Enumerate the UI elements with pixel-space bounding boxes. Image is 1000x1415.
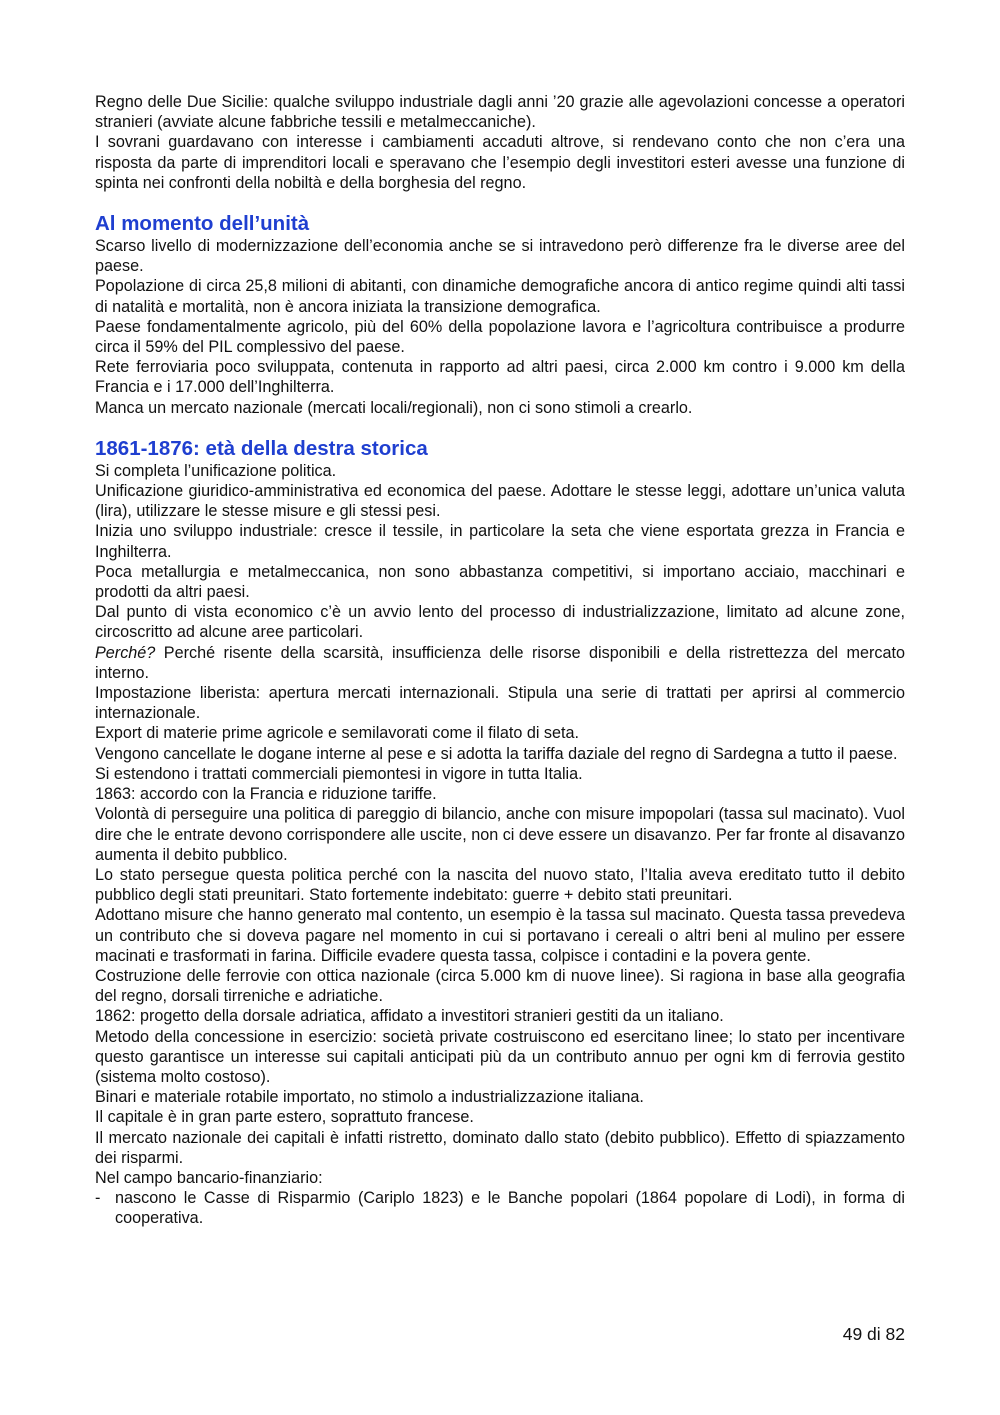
paragraph: Inizia uno sviluppo industriale: cresce il tessile, in particolare la seta che viene esportata grezza in Francia e Inghilterra. bbox=[95, 522, 905, 561]
paragraph: Paese fondamentalmente agricolo, più del 60% della popolazione lavora e l’agricoltura contribuisce a produrre circa il 59% del PIL complessivo del paese. bbox=[95, 317, 905, 357]
paragraph: Poca metallurgia e metalmeccanica, non sono abbastanza competitivi, si importano acciaio, macchinari e prodotti da altri paesi. bbox=[95, 562, 905, 602]
paragraph-perche bbox=[95, 643, 905, 683]
section-destra-storica-body bbox=[95, 461, 905, 1229]
paragraph: Scarso livello di modernizzazione dell’economia anche se si intravedono però differenze fra le diverse aree del paese. bbox=[95, 237, 905, 276]
section-heading-destra-storica: 1861-1876: età della destra storica bbox=[95, 436, 428, 460]
paragraph: 1862: progetto della dorsale adriatica, affidato a investitori stranieri gestiti da un italiano. bbox=[95, 1007, 724, 1026]
paragraph: Metodo della concessione in esercizio: società private costruiscono ed esercitano linee; lo stato per incentivare questo garantisce un interesse sui capitali anticipati più da un contributo annuo per ogni km di ferrovia gestito (sistema molto costoso). bbox=[95, 1027, 905, 1086]
page-number: 49 di 82 bbox=[842, 1324, 905, 1344]
paragraph: Il capitale è in gran parte estero, soprattuto francese. bbox=[95, 1108, 474, 1127]
paragraph: Popolazione di circa 25,8 milioni di abitanti, con dinamiche demografiche ancora di antico regime quindi alti tassi di natalità e mortalità, non è ancora iniziata la transizione demografica. bbox=[95, 277, 905, 316]
paragraph: Impostazione liberista: apertura mercati internazionali. Stipula una serie di trattati per aprirsi al commercio internazionale. bbox=[95, 684, 905, 723]
paragraph: Binari e materiale rotabile importato, no stimolo a industrializzazione italiana. bbox=[95, 1088, 644, 1107]
paragraph: Nel campo bancario-finanziario: bbox=[95, 1168, 323, 1187]
section-heading-unita: Al momento dell’unità bbox=[95, 212, 310, 236]
section-unita-body bbox=[95, 236, 905, 418]
intro-block bbox=[95, 92, 905, 193]
list-item bbox=[95, 1188, 905, 1228]
paragraph: Unificazione giuridico-amministrativa ed economica del paese. Adottare le stesse leggi, adottare un’unica valuta (lira), utilizzare le stesse misure e gli stessi pesi. bbox=[95, 482, 905, 521]
paragraph: Il mercato nazionale dei capitali è infatti ristretto, dominato dallo stato (debito pubblico). Effetto di spiazzamento dei risparmi. bbox=[95, 1128, 905, 1167]
paragraph: Si estendono i trattati commerciali piemontesi in vigore in tutta Italia. bbox=[95, 764, 583, 783]
paragraph: Adottano misure che hanno generato mal contento, un esempio è la tassa sul macinato. Questa tassa prevedeva un contributo che si doveva pagare nel momento in cui si portavano i cereali o altri beni al mulino per essere macinati e trasformati in farina. Difficile evadere questa tassa, colpisce i contadini e la povera gente. bbox=[95, 906, 905, 965]
paragraph: Si completa l’unificazione politica. bbox=[95, 461, 337, 480]
paragraph: Manca un mercato nazionale (mercati locali/regionali), non ci sono stimoli a crearlo. bbox=[95, 398, 693, 417]
paragraph: Vengono cancellate le dogane interne al pese e si adotta la tariffa daziale del regno di Sardegna a tutto il paese. bbox=[95, 744, 898, 763]
list-item-text: nascono le Casse di Risparmio (Cariplo 1823) e le Banche popolari (1864 popolare di Lodi), in forma di cooperativa. bbox=[115, 1189, 905, 1228]
paragraph: Lo stato persegue questa politica perché con la nascita del nuovo stato, l’Italia aveva ereditato tutto il debito pubblico degli stati preunitari. Stato fortemente indebitato: guerre + debito stati preunitari. bbox=[95, 865, 905, 905]
perche-text: Perché risente della scarsità, insufficienza delle risorse disponibili e della ristrettezza del mercato interno. bbox=[95, 643, 905, 682]
perche-label: Perché? bbox=[95, 643, 156, 662]
paragraph: I sovrani guardavano con interesse i cambiamenti accaduti altrove, si rendevano conto che non c’era una risposta da parte di imprenditori locali e speravano che l’esempio degli investitori esteri avesse una funzione di spinta nei confronti della nobiltà e della borghesia del regno. bbox=[95, 133, 905, 192]
paragraph: Regno delle Due Sicilie: qualche sviluppo industriale dagli anni ’20 grazie alle agevolazioni concesse a operatori stranieri (avviate alcune fabbriche tessili e metalmeccaniche). bbox=[95, 93, 905, 132]
paragraph: Volontà di perseguire una politica di pareggio di bilancio, anche con misure impopolari (tassa sul macinato). Vuol dire che le entrate devono corrispondere alle uscite, non ci deve essere un disavanzo. Per far fronte al disavanzo aumenta il debito pubblico. bbox=[95, 805, 905, 864]
paragraph: Costruzione delle ferrovie con ottica nazionale (circa 5.000 km di nuove linee). Si ragiona in base alla geografia del regno, dorsali tirreniche e adriatiche. bbox=[95, 966, 905, 1006]
document-page bbox=[95, 92, 905, 1229]
paragraph: 1863: accordo con la Francia e riduzione tariffe. bbox=[95, 785, 437, 804]
paragraph: Rete ferroviaria poco sviluppata, contenuta in rapporto ad altri paesi, circa 2.000 km contro i 9.000 km della Francia e i 17.000 dell’Inghilterra. bbox=[95, 358, 905, 397]
dash-bullet: - bbox=[95, 1189, 101, 1208]
paragraph: Export di materie prime agricole e semilavorati come il filato di seta. bbox=[95, 724, 580, 743]
paragraph: Dal punto di vista economico c’è un avvio lento del processo di industrializzazione, limitato ad alcune zone, circoscritto ad alcune aree particolari. bbox=[95, 603, 905, 642]
